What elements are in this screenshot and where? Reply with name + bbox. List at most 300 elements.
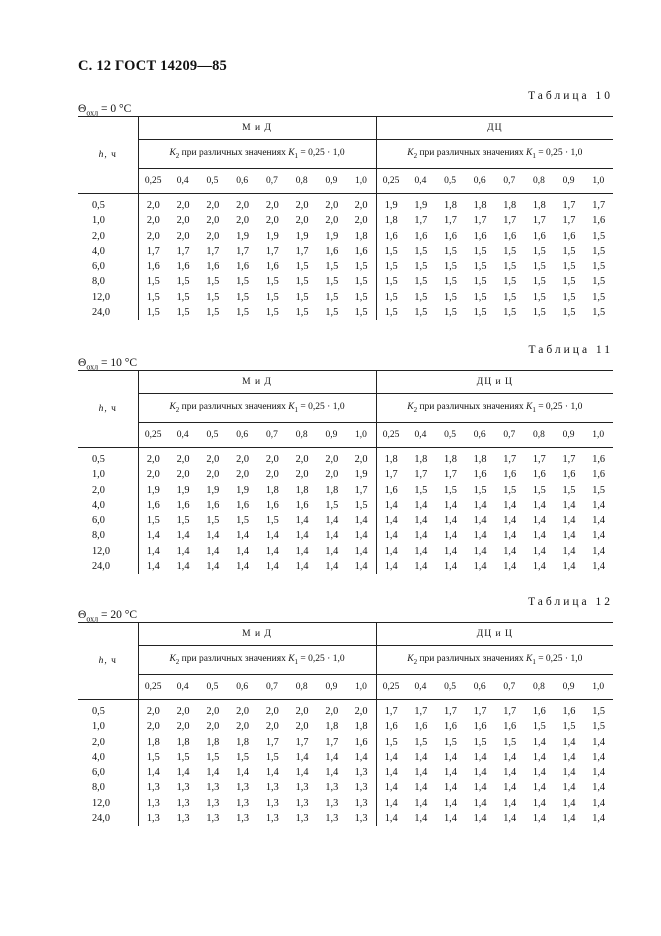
k2-value-md: 2,0 <box>146 721 160 733</box>
k2-value-md: 2,0 <box>295 721 309 733</box>
h-column-header <box>78 623 138 700</box>
k2-value-md: 1,4 <box>325 530 339 542</box>
k2-value-md: 1,4 <box>295 530 309 542</box>
h-value: 24,0 <box>78 305 138 320</box>
table-row <box>78 735 613 750</box>
k2-value-dc: 1,4 <box>473 751 487 763</box>
k2-value-md: 1,7 <box>295 245 309 257</box>
k2-value-dc: 1,7 <box>503 454 517 465</box>
k2-value-md: 1,5 <box>236 515 249 527</box>
k2-value-dc: 1,9 <box>384 200 398 211</box>
k2-value-md: 1,6 <box>206 261 220 273</box>
k2-value-md: 1,5 <box>146 276 160 288</box>
k2-value-dc: 1,5 <box>444 307 457 319</box>
k2-value-md: 2,0 <box>146 469 160 481</box>
k2-value-dc: 1,4 <box>532 545 546 557</box>
k2-value-dc: 1,4 <box>592 767 606 779</box>
temperature-value: = 10 °С <box>98 357 137 369</box>
k2-value-dc: 1,5 <box>414 261 428 273</box>
k2-value-md: 1,4 <box>346 528 376 543</box>
k2-value-dc: 1,4 <box>532 782 546 794</box>
k1-value-header: 0,7 <box>257 675 287 700</box>
k2-value-dc: 1,5 <box>592 721 606 733</box>
k2-value-dc: 1,4 <box>444 782 457 794</box>
k2-value-dc: 1,4 <box>532 797 546 809</box>
k2-value-md: 1,5 <box>265 291 279 303</box>
temperature-value: = 20 °С <box>98 609 137 621</box>
k2-value-dc: 1,5 <box>592 276 606 288</box>
k2-value-md: 1,5 <box>146 751 160 763</box>
k2-value-md: 1,3 <box>325 813 339 825</box>
k2-value-md: 1,4 <box>346 750 376 765</box>
table-row <box>78 780 613 795</box>
k2-value-md: 1,5 <box>265 307 279 319</box>
k2-value-dc: 1,8 <box>444 200 457 211</box>
k2-value-md: 1,6 <box>265 499 279 511</box>
k2-value-md: 2,0 <box>206 706 220 717</box>
k1-value-header: 0,5 <box>198 169 228 194</box>
k1-value-header: 0,8 <box>287 169 317 194</box>
k2-value-dc: 1,6 <box>444 721 457 733</box>
k1-value-header: 0,7 <box>495 675 525 700</box>
k2-value-md: 1,9 <box>236 484 249 496</box>
k2-value-dc: 1,5 <box>592 230 606 242</box>
k2-value-md: 1,4 <box>146 530 160 542</box>
k1-value-header: 1,0 <box>346 169 376 194</box>
k2-subheader-md <box>138 140 376 169</box>
k1-value-header: 0,25 <box>376 169 406 194</box>
k1-value-header: 0,5 <box>198 675 228 700</box>
k2-value-dc: 1,4 <box>592 515 606 527</box>
k2-value-dc: 1,8 <box>503 200 517 211</box>
k2-value-dc: 1,8 <box>473 200 487 211</box>
h-column-header <box>78 117 138 194</box>
k2-value-dc: 1,4 <box>414 797 428 809</box>
h-value: 0,5 <box>78 700 138 720</box>
k2-value-md: 2,0 <box>265 721 279 733</box>
k2-value-dc: 1,4 <box>503 561 517 573</box>
k2-value-dc: 1,4 <box>384 751 398 763</box>
k2-value-md: 1,3 <box>146 797 160 809</box>
k2-value-md: 1,3 <box>346 811 376 826</box>
k2-value-md: 1,5 <box>325 307 339 319</box>
theta-subscript: охл <box>86 362 99 372</box>
k2-value-dc: 1,4 <box>444 797 457 809</box>
k1-value-header: 0,25 <box>138 675 168 700</box>
h-value: 12,0 <box>78 544 138 559</box>
k2-subheader-md-text: $K_2$ при различных значениях $K_1 = 0,25 \cdot 1,0$ <box>169 148 345 160</box>
k2-value-md: 1,4 <box>325 751 339 763</box>
k2-value-md: 1,5 <box>176 515 190 527</box>
k2-value-dc: 1,8 <box>444 454 457 465</box>
k2-value-md: 1,8 <box>265 484 279 496</box>
h-value: 4,0 <box>78 498 138 513</box>
k2-value-dc: 1,4 <box>414 561 428 573</box>
h-label: h, ч <box>98 656 117 666</box>
k2-value-dc: 1,4 <box>414 751 428 763</box>
k2-value-md: 1,5 <box>295 307 309 319</box>
k2-value-md: 2,0 <box>325 200 339 211</box>
k2-value-md: 1,5 <box>176 307 190 319</box>
k1-value-header: 0,6 <box>227 169 257 194</box>
k2-value-dc: 1,5 <box>532 245 546 257</box>
k2-value-md: 1,3 <box>176 813 190 825</box>
k2-value-md: 1,5 <box>176 291 190 303</box>
k2-value-dc: 1,5 <box>444 245 457 257</box>
k2-value-dc: 1,6 <box>503 230 517 242</box>
table-row <box>78 305 613 320</box>
k1-value-header: 0,9 <box>317 423 347 448</box>
k2-value-md: 2,0 <box>265 706 279 717</box>
k1-value-header: 0,5 <box>435 675 465 700</box>
k2-value-md: 1,9 <box>265 230 279 242</box>
k2-value-md: 1,5 <box>146 515 160 527</box>
k2-value-dc: 1,5 <box>503 276 517 288</box>
k2-value-md: 2,0 <box>325 215 339 227</box>
k2-value-md: 1,8 <box>325 721 339 733</box>
k1-value-header: 0,6 <box>465 169 495 194</box>
k2-value-md: 1,9 <box>236 230 249 242</box>
k2-value-dc: 1,7 <box>562 215 576 227</box>
k2-value-md: 1,4 <box>236 530 249 542</box>
k2-value-dc: 1,5 <box>592 291 606 303</box>
k2-value-md: 1,9 <box>346 467 376 482</box>
k2-value-dc: 1,4 <box>592 797 606 809</box>
k2-value-dc: 1,4 <box>592 751 606 763</box>
k2-value-dc: 1,5 <box>562 291 576 303</box>
k2-value-md: 2,0 <box>176 230 190 242</box>
k2-value-md: 1,5 <box>265 515 279 527</box>
h-value: 24,0 <box>78 559 138 574</box>
k2-value-md: 1,5 <box>236 307 249 319</box>
k2-value-dc: 1,6 <box>503 721 517 733</box>
k2-value-md: 1,4 <box>146 767 160 779</box>
k2-value-dc: 1,5 <box>503 245 517 257</box>
k2-value-dc: 1,5 <box>384 276 398 288</box>
k2-value-dc: 1,7 <box>562 454 576 465</box>
group-header-dc: ДЦ и Ц <box>376 371 613 394</box>
k2-value-md: 1,6 <box>176 261 190 273</box>
h-value: 24,0 <box>78 811 138 826</box>
k2-value-md: 1,5 <box>236 751 249 763</box>
k2-value-md: 1,4 <box>325 545 339 557</box>
load-factor-table <box>78 116 613 320</box>
theta-symbol: Θ <box>78 357 87 369</box>
k2-value-md: 2,0 <box>236 200 249 211</box>
k2-value-md: 1,7 <box>346 483 376 498</box>
k2-value-md: 1,7 <box>265 736 279 748</box>
k2-value-dc: 1,5 <box>562 721 576 733</box>
k2-value-md: 1,6 <box>346 735 376 750</box>
table-row <box>78 229 613 244</box>
k2-value-dc: 1,5 <box>592 484 606 496</box>
h-value: 6,0 <box>78 765 138 780</box>
k2-value-dc: 1,6 <box>414 721 428 733</box>
k2-value-md: 2,0 <box>325 469 339 481</box>
k2-value-md: 1,5 <box>206 276 220 288</box>
k2-value-dc: 1,4 <box>473 515 487 527</box>
k2-value-md: 1,5 <box>265 751 279 763</box>
k2-value-dc: 1,4 <box>592 813 606 825</box>
h-value: 4,0 <box>78 244 138 259</box>
k2-value-md: 1,3 <box>295 797 309 809</box>
k2-value-dc: 1,5 <box>444 261 457 273</box>
k2-value-md: 2,0 <box>176 454 190 465</box>
k2-value-md: 1,4 <box>325 767 339 779</box>
table-row <box>78 274 613 289</box>
k2-value-md: 2,0 <box>325 454 339 465</box>
k2-value-md: 1,4 <box>325 515 339 527</box>
k2-value-dc: 1,5 <box>592 261 606 273</box>
k2-value-md: 1,8 <box>346 719 376 734</box>
k2-value-md: 1,9 <box>325 230 339 242</box>
k2-value-md: 1,3 <box>265 797 279 809</box>
k2-value-dc: 1,4 <box>384 515 398 527</box>
h-value: 12,0 <box>78 796 138 811</box>
k2-value-md: 1,5 <box>206 751 220 763</box>
k2-value-dc: 1,6 <box>473 721 487 733</box>
k2-subheader-dc-text: $K_2$ при различных значениях $K_1 = 0,25 \cdot 1,0$ <box>407 148 583 160</box>
k2-value-dc: 1,5 <box>444 736 457 748</box>
k1-value-header: 0,4 <box>406 675 436 700</box>
k2-value-md: 2,0 <box>206 230 220 242</box>
k2-value-md: 1,3 <box>146 782 160 794</box>
k2-value-dc: 1,5 <box>532 291 546 303</box>
k2-value-dc: 1,7 <box>503 706 517 717</box>
k2-value-md: 2,0 <box>206 200 220 211</box>
k2-value-md: 2,0 <box>176 200 190 211</box>
k2-value-md: 1,4 <box>236 767 249 779</box>
h-value: 2,0 <box>78 229 138 244</box>
k2-value-md: 1,5 <box>206 515 220 527</box>
k2-value-dc: 1,6 <box>503 469 517 481</box>
k1-value-header: 1,0 <box>583 675 613 700</box>
h-value: 0,5 <box>78 194 138 214</box>
k1-value-header: 0,7 <box>495 423 525 448</box>
theta-subscript: охл <box>86 614 99 624</box>
k2-value-md: 2,0 <box>346 194 376 214</box>
table-row <box>78 244 613 259</box>
h-column-header <box>78 371 138 448</box>
k1-value-header: 0,5 <box>435 423 465 448</box>
k2-value-dc: 1,5 <box>444 276 457 288</box>
k2-value-dc: 1,4 <box>384 561 398 573</box>
h-value: 6,0 <box>78 259 138 274</box>
k2-value-dc: 1,6 <box>384 721 398 733</box>
k2-value-md: 1,4 <box>265 545 279 557</box>
k2-value-md: 1,4 <box>346 559 376 574</box>
group-header-dc: ДЦ и Ц <box>376 623 613 646</box>
table-row <box>78 765 613 780</box>
k2-value-dc: 1,5 <box>473 245 487 257</box>
k1-value-header: 0,7 <box>257 169 287 194</box>
k2-value-dc: 1,5 <box>414 736 428 748</box>
k2-value-md: 2,0 <box>265 200 279 211</box>
k2-value-md: 2,0 <box>346 700 376 720</box>
k2-value-dc: 1,4 <box>562 499 576 511</box>
k2-value-md: 1,3 <box>346 765 376 780</box>
k2-value-dc: 1,4 <box>444 530 457 542</box>
k2-value-md: 1,5 <box>325 276 339 288</box>
k2-value-dc: 1,6 <box>384 230 398 242</box>
k2-value-dc: 1,4 <box>414 767 428 779</box>
k2-value-dc: 1,4 <box>562 736 576 748</box>
k2-value-md: 1,4 <box>346 544 376 559</box>
k2-value-dc: 1,5 <box>414 484 428 496</box>
k2-value-dc: 1,5 <box>384 736 398 748</box>
k2-value-md: 2,0 <box>146 454 160 465</box>
k2-value-md: 1,6 <box>346 244 376 259</box>
k2-value-md: 1,6 <box>236 499 249 511</box>
k2-value-dc: 1,5 <box>384 261 398 273</box>
k2-value-md: 2,0 <box>146 215 160 227</box>
k2-value-md: 1,3 <box>295 782 309 794</box>
k2-value-md: 2,0 <box>206 454 220 465</box>
k1-value-header: 0,4 <box>406 423 436 448</box>
k2-value-dc: 1,7 <box>532 454 546 465</box>
k2-value-dc: 1,5 <box>503 291 517 303</box>
k2-value-dc: 1,5 <box>562 484 576 496</box>
k2-value-dc: 1,4 <box>444 515 457 527</box>
k2-value-md: 1,4 <box>265 530 279 542</box>
theta-symbol: Θ <box>78 103 87 115</box>
k2-value-md: 1,7 <box>295 736 309 748</box>
k2-value-dc: 1,5 <box>444 484 457 496</box>
k1-value-header: 0,25 <box>138 423 168 448</box>
k2-value-dc: 1,7 <box>444 469 457 481</box>
k2-value-dc: 1,6 <box>562 230 576 242</box>
k2-value-md: 1,6 <box>146 261 160 273</box>
k2-value-dc: 1,6 <box>444 230 457 242</box>
k2-value-dc: 1,4 <box>444 499 457 511</box>
table-row <box>78 498 613 513</box>
k2-value-md: 1,5 <box>325 499 339 511</box>
k2-value-dc: 1,5 <box>562 276 576 288</box>
table-row <box>78 544 613 559</box>
k2-value-dc: 1,4 <box>414 545 428 557</box>
k2-value-md: 1,9 <box>206 484 220 496</box>
k1-value-header: 0,6 <box>227 423 257 448</box>
k2-value-dc: 1,5 <box>592 706 606 717</box>
k2-value-dc: 1,5 <box>562 307 576 319</box>
k2-value-dc: 1,7 <box>473 215 487 227</box>
k2-subheader-dc <box>376 646 613 675</box>
k2-value-dc: 1,5 <box>414 291 428 303</box>
k2-value-md: 1,5 <box>325 291 339 303</box>
k2-value-dc: 1,4 <box>473 530 487 542</box>
k1-value-header: 0,6 <box>227 675 257 700</box>
table-row <box>78 811 613 826</box>
h-value: 12,0 <box>78 290 138 305</box>
table-caption: Таблица 10 <box>528 90 613 102</box>
k2-value-dc: 1,4 <box>444 561 457 573</box>
k2-value-dc: 1,4 <box>592 499 606 511</box>
k2-value-md: 1,5 <box>236 291 249 303</box>
k2-value-dc: 1,4 <box>503 767 517 779</box>
k2-value-dc: 1,6 <box>384 484 398 496</box>
k2-value-dc: 1,5 <box>562 261 576 273</box>
h-label: h, ч <box>98 150 117 160</box>
k2-value-dc: 1,6 <box>473 230 487 242</box>
k2-value-md: 1,3 <box>295 813 309 825</box>
table-row <box>78 290 613 305</box>
k2-value-md: 1,4 <box>146 561 160 573</box>
h-value: 4,0 <box>78 750 138 765</box>
k2-subheader-md <box>138 646 376 675</box>
k2-value-dc: 1,5 <box>473 291 487 303</box>
k2-subheader-dc-text: $K_2$ при различных значениях $K_1 = 0,25 \cdot 1,0$ <box>407 402 583 414</box>
k2-value-dc: 1,4 <box>592 736 606 748</box>
k1-value-header: 0,4 <box>406 169 436 194</box>
k2-value-md: 2,0 <box>146 230 160 242</box>
k2-value-md: 1,4 <box>206 545 220 557</box>
k2-value-dc: 1,7 <box>444 215 457 227</box>
k2-value-md: 1,5 <box>295 291 309 303</box>
k2-value-dc: 1,4 <box>503 530 517 542</box>
table-row <box>78 259 613 274</box>
k1-value-header: 1,0 <box>346 423 376 448</box>
k2-value-dc: 1,4 <box>414 782 428 794</box>
k2-value-dc: 1,4 <box>532 561 546 573</box>
k2-value-md: 1,5 <box>146 291 160 303</box>
k2-value-dc: 1,5 <box>384 291 398 303</box>
k2-value-md: 1,5 <box>146 307 160 319</box>
k2-value-dc: 1,4 <box>473 545 487 557</box>
table-row <box>78 467 613 482</box>
k2-value-md: 1,4 <box>146 545 160 557</box>
h-value: 2,0 <box>78 483 138 498</box>
k2-value-md: 1,9 <box>176 484 190 496</box>
k2-value-md: 1,5 <box>295 261 309 273</box>
k2-value-dc: 1,5 <box>384 307 398 319</box>
k2-value-dc: 1,7 <box>473 706 487 717</box>
k1-value-header: 0,8 <box>287 423 317 448</box>
k2-value-md: 1,4 <box>236 545 249 557</box>
table-row <box>78 700 613 720</box>
k2-value-md: 1,5 <box>176 751 190 763</box>
k2-value-dc: 1,5 <box>503 307 517 319</box>
k2-value-md: 2,0 <box>206 215 220 227</box>
k1-value-header: 0,4 <box>168 169 198 194</box>
k2-value-md: 1,4 <box>176 767 190 779</box>
k2-value-dc: 1,8 <box>532 200 546 211</box>
k2-value-dc: 1,5 <box>562 245 576 257</box>
k1-value-header: 1,0 <box>583 169 613 194</box>
k2-value-md: 1,7 <box>206 245 220 257</box>
k2-value-md: 1,5 <box>265 276 279 288</box>
table-row <box>78 559 613 574</box>
k2-value-dc: 1,5 <box>414 276 428 288</box>
k2-value-dc: 1,5 <box>532 261 546 273</box>
k2-value-md: 1,9 <box>295 230 309 242</box>
k2-value-md: 1,4 <box>295 561 309 573</box>
k2-value-md: 2,0 <box>295 469 309 481</box>
k2-value-md: 1,7 <box>325 736 339 748</box>
k1-value-header: 0,25 <box>376 675 406 700</box>
k2-value-dc: 1,4 <box>473 813 487 825</box>
k2-value-md: 1,9 <box>146 484 160 496</box>
k2-value-md: 1,5 <box>346 498 376 513</box>
k2-value-md: 1,4 <box>325 561 339 573</box>
k2-value-md: 1,3 <box>146 813 160 825</box>
k2-value-dc: 1,4 <box>532 530 546 542</box>
k2-value-md: 2,0 <box>325 706 339 717</box>
k2-value-md: 2,0 <box>265 215 279 227</box>
k2-value-md: 1,3 <box>346 796 376 811</box>
k2-value-dc: 1,4 <box>503 545 517 557</box>
k2-value-md: 1,5 <box>325 261 339 273</box>
k2-value-dc: 1,4 <box>532 515 546 527</box>
